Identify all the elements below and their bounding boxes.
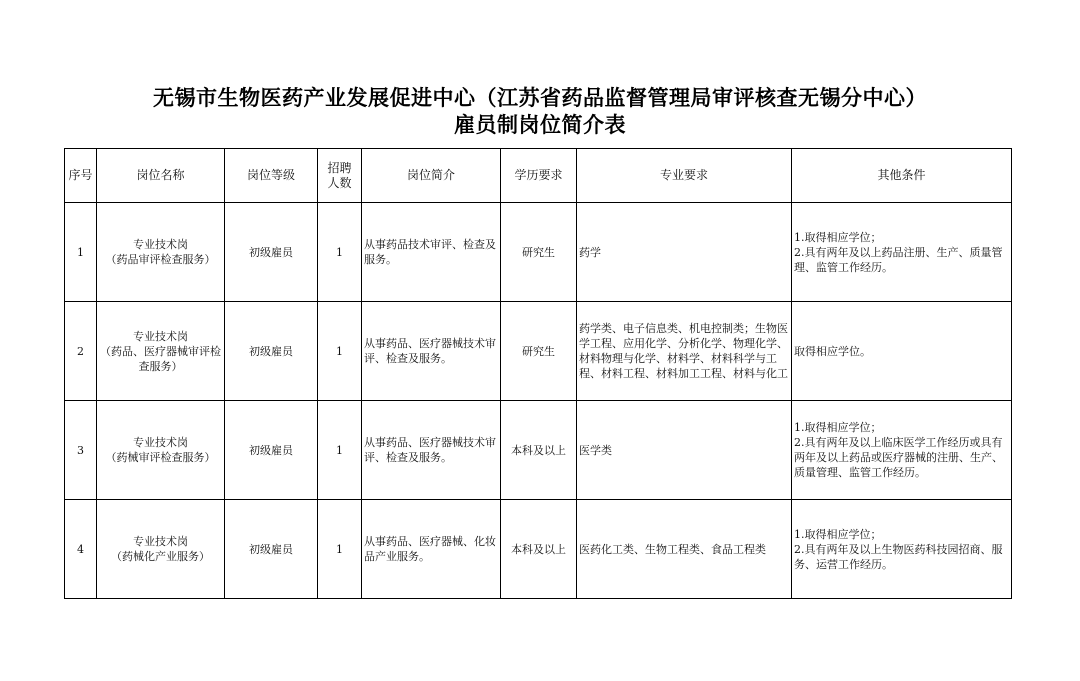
header-position-intro: 岗位简介 [362, 149, 501, 203]
cell-position-name: 专业技术岗 （药械审评检查服务） [97, 401, 225, 500]
cell-hire-count: 1 [318, 203, 362, 302]
cell-no: 2 [65, 302, 97, 401]
cell-position-intro: 从事药品、医疗器械技术审评、检查及服务。 [362, 401, 501, 500]
header-hire-count: 招聘 人数 [318, 149, 362, 203]
cell-position-level: 初级雇员 [225, 203, 318, 302]
cell-major: 医学类 [577, 401, 792, 500]
table-row [65, 401, 1012, 500]
table-row [65, 500, 1012, 599]
cell-other-conditions: 取得相应学位。 [792, 302, 1012, 401]
cell-position-level: 初级雇员 [225, 500, 318, 599]
job-table [64, 148, 1012, 599]
cell-position-intro: 从事药品、医疗器械技术审评、检查及服务。 [362, 302, 501, 401]
cell-position-intro: 从事药品、医疗器械、化妆品产业服务。 [362, 500, 501, 599]
cell-other-conditions: 1.取得相应学位； 2.具有两年及以上临床医学工作经历或具有两年及以上药品或医疗器械的注册、生产、质量管理、监管工作经历。 [792, 401, 1012, 500]
table-row [65, 203, 1012, 302]
table-header-row [65, 149, 1012, 203]
cell-no: 3 [65, 401, 97, 500]
cell-major: 药学 [577, 203, 792, 302]
cell-position-name: 专业技术岗 （药械化产业服务） [97, 500, 225, 599]
page-title: 无锡市生物医药产业发展促进中心（江苏省药品监督管理局审评核查无锡分中心） [153, 86, 927, 110]
cell-hire-count: 1 [318, 302, 362, 401]
header-education: 学历要求 [501, 149, 577, 203]
header-major: 专业要求 [577, 149, 792, 203]
cell-position-level: 初级雇员 [225, 401, 318, 500]
cell-education: 研究生 [501, 203, 577, 302]
header-position-level: 岗位等级 [225, 149, 318, 203]
header-other-conditions: 其他条件 [792, 149, 1012, 203]
table-row [65, 302, 1012, 401]
cell-major: 医药化工类、生物工程类、食品工程类 [577, 500, 792, 599]
cell-other-conditions: 1.取得相应学位； 2.具有两年及以上药品注册、生产、质量管理、监管工作经历。 [792, 203, 1012, 302]
cell-education: 研究生 [501, 302, 577, 401]
cell-no: 4 [65, 500, 97, 599]
cell-hire-count: 1 [318, 401, 362, 500]
cell-position-intro: 从事药品技术审评、检查及服务。 [362, 203, 501, 302]
cell-other-conditions: 1.取得相应学位； 2.具有两年及以上生物医药科技园招商、服务、运营工作经历。 [792, 500, 1012, 599]
cell-major: 药学类、电子信息类、机电控制类；生物医学工程、应用化学、分析化学、物理化学、材料物理与化学、材料学、材料科学与工程、材料工程、材料加工工程、材料与化工 [577, 302, 792, 401]
cell-position-name: 专业技术岗 （药品、医疗器械审评检查服务） [97, 302, 225, 401]
cell-education: 本科及以上 [501, 401, 577, 500]
header-no: 序号 [65, 149, 97, 203]
header-position-name: 岗位名称 [97, 149, 225, 203]
cell-no: 1 [65, 203, 97, 302]
cell-hire-count: 1 [318, 500, 362, 599]
page-subtitle: 雇员制岗位简介表 [454, 113, 626, 137]
cell-position-name: 专业技术岗 （药品审评检查服务） [97, 203, 225, 302]
cell-education: 本科及以上 [501, 500, 577, 599]
cell-position-level: 初级雇员 [225, 302, 318, 401]
